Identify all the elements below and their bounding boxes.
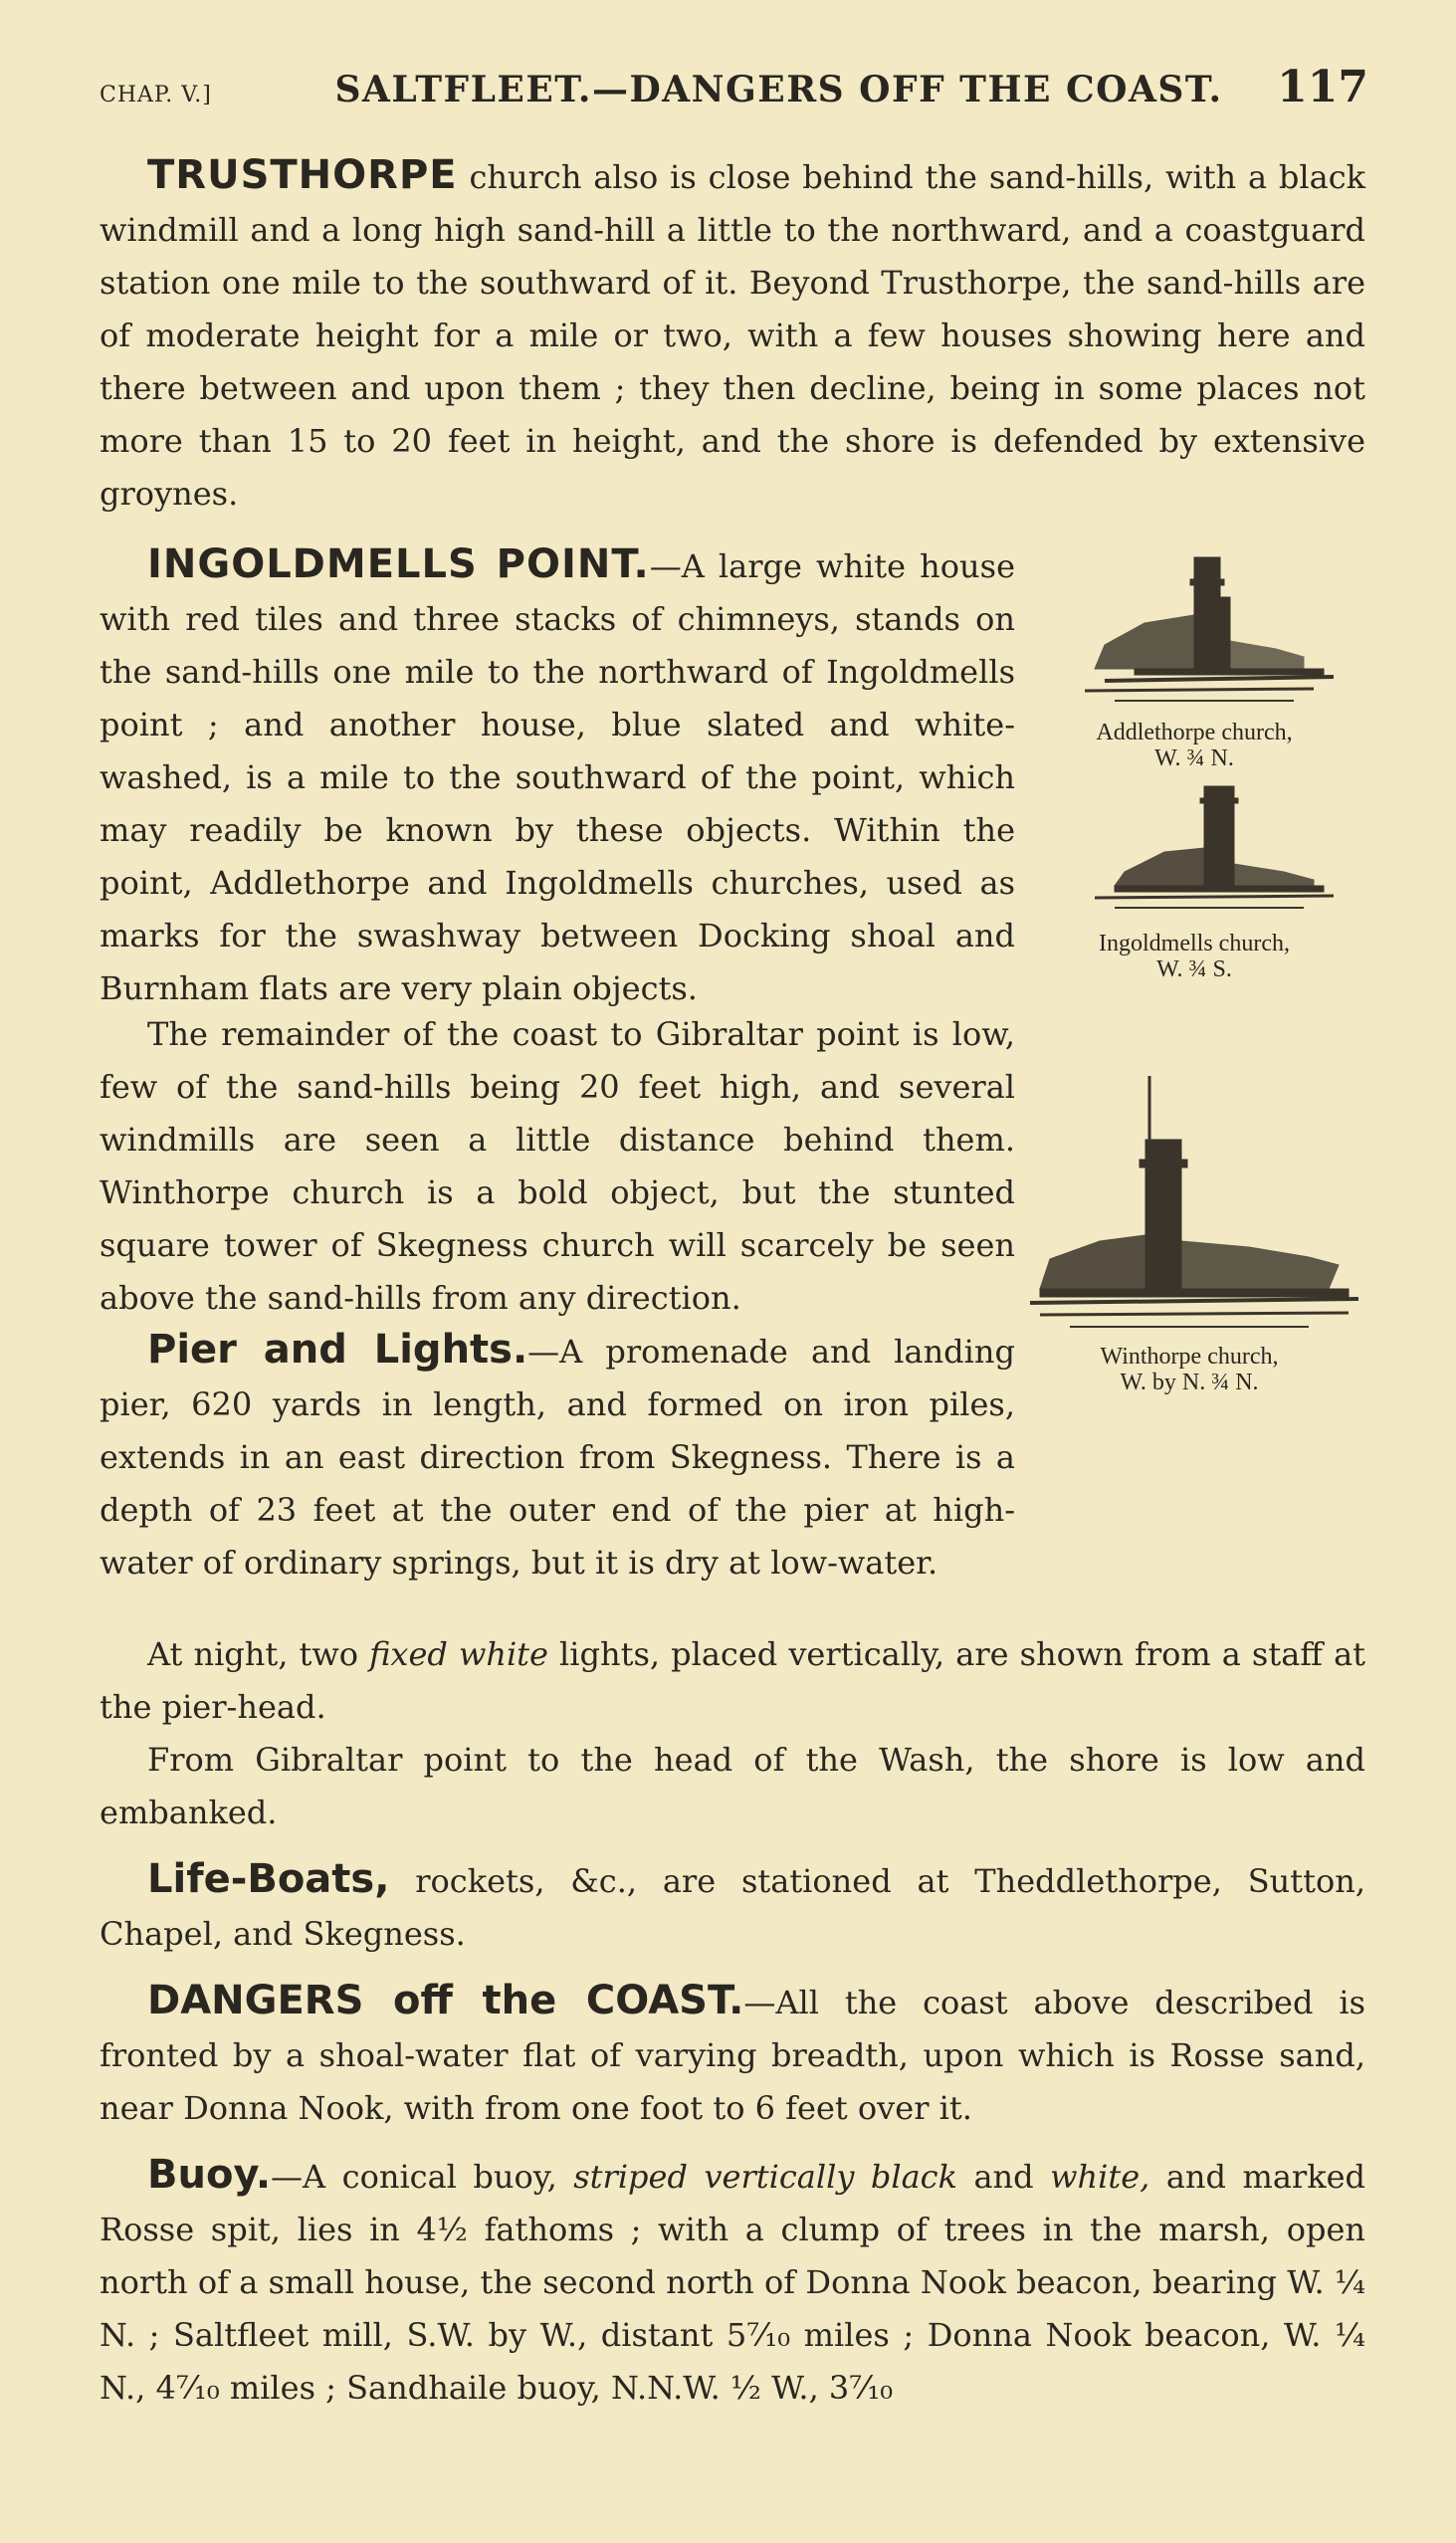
dangers-text: —All the coast above described is fronted by a shoal-water flat of varying breadth, upon which is Rosse sand, near Donna Nook, with from one foot to 6 feet over it. [100, 1984, 1366, 2127]
dangers-heading: DANGERS off the COAST. [147, 1978, 744, 2023]
remainder-paragraph: The remainder of the coast to Gibraltar point is low, few of the sand-hills being 20 feet high, and several windmills are seen a little distance behind them. Winthorpe church is a bold object, but the stunted square tower of Skegness church will scarcely be seen above the sand-hills from any direction. [100, 1015, 1015, 1317]
addlethorpe-figure [1035, 545, 1353, 771]
running-head [100, 62, 1368, 131]
addlethorpe-caption-2: W. ¾ N. [1154, 745, 1234, 771]
lifeboats-paragraph [100, 1853, 1365, 1961]
remainder-block [100, 1008, 1015, 1325]
trusthorpe-paragraph [100, 149, 1365, 521]
ingoldmells-church-sketch-icon [1045, 776, 1344, 926]
ingoldmells-heading: INGOLDMELLS POINT. [147, 541, 650, 587]
pier-paragraph [100, 1324, 1015, 1589]
buoy-paragraph [100, 2149, 1365, 2415]
trusthorpe-block [100, 149, 1365, 521]
pier-text: —A promenade and landing pier, 620 yards in length, and formed on iron piles, extends in an east direction from Skegness. There is a depth of 23 feet at the outer end of the pier at high-water of ordinary springs, but it is dry at low-water. [100, 1333, 1015, 1582]
night-suffix: lights, placed vertically, are shown from a staff at the pier-head. [100, 1635, 1366, 1726]
winthorpe-caption-1: Winthorpe church, [1100, 1344, 1279, 1370]
ingoldmells-caption-1: Ingoldmells church, [1099, 931, 1290, 956]
night-prefix: At night, two [147, 1635, 370, 1673]
ingoldmells-text: —A large white house with red tiles and three stacks of chimneys, stands on the sand-hills one mile to the northward of Ingoldmells point ; and another house, blue slated and white-washed, is a mile to the southward of the point, which may readily be known by these objects. Within the point, Addlethorpe and Ingoldmells churches, used as marks for the swashway between Docking shoal and Burnham flats are very plain objects. [100, 547, 1016, 1007]
page-title: SALTFLEET.—DANGERS OFF THE COAST. [334, 69, 1223, 110]
addlethorpe-caption-1: Addlethorpe church, [1096, 720, 1293, 745]
night-paragraph [100, 1628, 1365, 1734]
ingoldmells-caption-2: W. ¾ S. [1156, 956, 1232, 982]
ingoldmells-block [100, 538, 1015, 1015]
trusthorpe-text: church also is close behind the sand-hills, with a black windmill and a long high sand-hill a little to the northward, and a coastguard station one mile to the southward of it. Beyond Trusthorpe, the sand-hills are of moderate height for a mile or two, with a few houses showing here and there between and upon them ; they then decline, being in some places not more than 15 to 20 feet in height, and the shore is defended by extensive groynes. [100, 158, 1365, 513]
gibraltar-paragraph: From Gibraltar point to the head of the Wash, the shore is low and embanked. [100, 1741, 1365, 1831]
winthorpe-church-sketch-icon [1010, 1070, 1368, 1339]
buoy-text-1: —A conical buoy, [271, 2158, 574, 2196]
lower-block [100, 1628, 1365, 2415]
lifeboats-text: rockets, &c., are stationed at Theddlethorpe, Sutton, Chapel, and Skegness. [100, 1862, 1365, 1953]
winthorpe-figure [1005, 1070, 1373, 1395]
addlethorpe-church-sketch-icon [1045, 545, 1344, 715]
buoy-italic-1: striped vertically black [573, 2158, 957, 2196]
chapter-label: CHAP. V.] [100, 83, 212, 107]
pier-block [100, 1324, 1015, 1589]
buoy-text-3: and marked Rosse spit, lies in 4½ fathoms ; with a clump of trees in the marsh, open north of a small house, the second north of Donna Nook beacon, bearing W. ¼ N. ; Saltfleet mill, S.W. by W., distant 5⁷⁄₁₀ miles ; Donna Nook beacon, W. ¼ N., 4⁷⁄₁₀ miles ; Sandhaile buoy, N.N.W. ½ W., 3⁷⁄₁₀ [100, 2158, 1365, 2407]
dangers-paragraph [100, 1975, 1365, 2135]
winthorpe-caption-2: W. by N. ¾ N. [1120, 1370, 1259, 1395]
lifeboats-heading: Life-Boats, [147, 1856, 390, 1902]
page-number: 117 [1277, 62, 1368, 112]
buoy-italic-2: white, [1050, 2158, 1150, 2196]
buoy-heading: Buoy. [147, 2152, 272, 2198]
ingoldmells-paragraph [100, 538, 1015, 1015]
pier-heading: Pier and Lights. [147, 1327, 528, 1373]
trusthorpe-heading: TRUSTHORPE [147, 152, 458, 198]
night-italic: fixed white [369, 1635, 548, 1673]
buoy-text-2: and [956, 2158, 1051, 2196]
ingoldmells-figure [1035, 776, 1353, 982]
